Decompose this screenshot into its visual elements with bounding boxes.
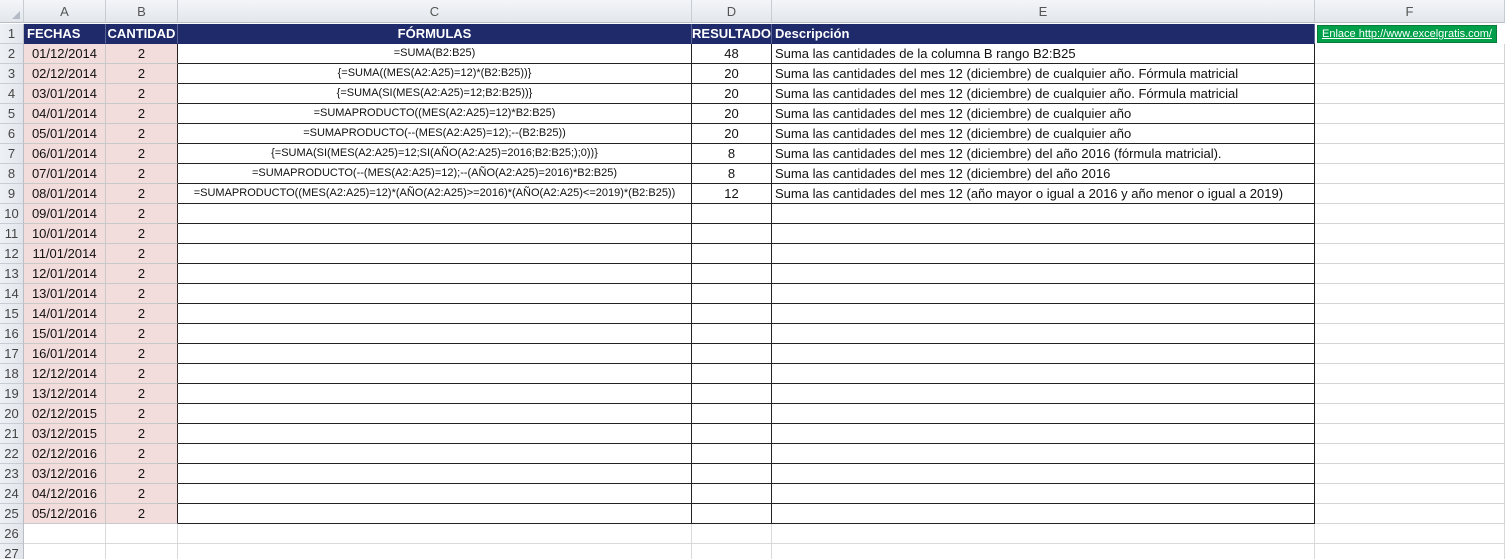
row-header[interactable]: 22 [0,444,24,464]
header-formulas: FÓRMULAS [178,24,692,44]
quantity-cell[interactable]: 2 [106,264,178,284]
table-row [0,264,1505,284]
formula-cell[interactable] [178,464,692,484]
quantity-cell[interactable]: 2 [106,404,178,424]
table-row [0,364,1505,384]
result-cell[interactable] [692,304,772,324]
table-row [0,384,1505,404]
description-cell[interactable] [772,504,1315,524]
quantity-cell[interactable]: 2 [106,124,178,144]
empty-cell[interactable] [1315,484,1505,504]
quantity-cell[interactable]: 2 [106,144,178,164]
empty-cell[interactable] [1315,464,1505,484]
date-cell[interactable]: 08/01/2014 [24,184,106,204]
header-resultado: RESULTADO [692,24,772,44]
quantity-cell[interactable]: 2 [106,464,178,484]
quantity-cell[interactable]: 2 [106,304,178,324]
formula-cell[interactable] [178,384,692,404]
header-descripcion: Descripción [772,24,1315,44]
description-cell[interactable]: Suma las cantidades del mes 12 (diciembre) de cualquier año [772,124,1315,144]
formula-cell[interactable] [178,204,692,224]
date-cell[interactable]: 02/12/2014 [24,64,106,84]
result-cell[interactable] [692,284,772,304]
formula-cell[interactable]: {=SUMA(SI(MES(A2:A25)=12;B2:B25))} [178,84,692,104]
column-header-f[interactable]: F [1315,0,1505,23]
result-cell[interactable] [692,324,772,344]
quantity-cell[interactable]: 2 [106,184,178,204]
description-cell[interactable] [772,444,1315,464]
empty-cell[interactable] [24,544,106,559]
table-row [0,124,1505,144]
row-header[interactable]: 3 [0,64,24,84]
empty-cell[interactable] [1315,264,1505,284]
description-cell[interactable] [772,284,1315,304]
row-header-1[interactable]: 1 [0,24,24,44]
description-cell[interactable] [772,424,1315,444]
empty-cell[interactable] [1315,364,1505,384]
date-cell[interactable]: 12/01/2014 [24,264,106,284]
row-header[interactable]: 9 [0,184,24,204]
date-cell[interactable]: 06/01/2014 [24,144,106,164]
date-cell[interactable]: 02/12/2016 [24,444,106,464]
empty-cell[interactable] [1315,344,1505,364]
description-cell[interactable] [772,364,1315,384]
quantity-cell[interactable]: 2 [106,164,178,184]
description-cell[interactable] [772,384,1315,404]
table-row [0,104,1505,124]
result-cell[interactable]: 20 [692,64,772,84]
empty-cell[interactable] [1315,224,1505,244]
empty-cell[interactable] [1315,384,1505,404]
date-cell[interactable]: 03/12/2016 [24,464,106,484]
row-header[interactable]: 26 [0,524,24,544]
formula-cell[interactable] [178,364,692,384]
description-cell[interactable] [772,304,1315,324]
result-cell[interactable] [692,444,772,464]
description-cell[interactable]: Suma las cantidades del mes 12 (diciembre) de cualquier año. Fórmula matricial [772,84,1315,104]
table-row [0,64,1505,84]
row-header[interactable]: 8 [0,164,24,184]
row-header[interactable]: 15 [0,304,24,324]
description-cell[interactable]: Suma las cantidades de la columna B rango B2:B25 [772,44,1315,64]
table-row [0,344,1505,364]
date-cell[interactable]: 07/01/2014 [24,164,106,184]
result-cell[interactable] [692,204,772,224]
formula-cell[interactable]: =SUMA(B2:B25) [178,44,692,64]
row-header[interactable]: 23 [0,464,24,484]
empty-row [0,524,1505,544]
date-cell[interactable]: 09/01/2014 [24,204,106,224]
date-cell[interactable]: 10/01/2014 [24,224,106,244]
empty-cell[interactable] [178,524,692,544]
row-header[interactable]: 5 [0,104,24,124]
date-cell[interactable]: 04/01/2014 [24,104,106,124]
result-cell[interactable] [692,404,772,424]
date-cell[interactable]: 14/01/2014 [24,304,106,324]
result-cell[interactable] [692,384,772,404]
table-row [0,444,1505,464]
empty-cell[interactable] [106,524,178,544]
quantity-cell[interactable]: 2 [106,44,178,64]
table-row [0,424,1505,444]
empty-cell[interactable] [1315,404,1505,424]
empty-cell[interactable] [1315,544,1505,559]
description-cell[interactable] [772,224,1315,244]
table-row [0,44,1505,64]
formula-cell[interactable]: =SUMAPRODUCTO((MES(A2:A25)=12)*(AÑO(A2:A25)>=2016)*(AÑO(A2:A25)<=2019)*(B2:B25)) [178,184,692,204]
row-header[interactable]: 18 [0,364,24,384]
result-cell[interactable]: 20 [692,124,772,144]
date-cell[interactable]: 11/01/2014 [24,244,106,264]
empty-cell[interactable] [1315,164,1505,184]
quantity-cell[interactable]: 2 [106,324,178,344]
formula-cell[interactable] [178,264,692,284]
empty-cell[interactable] [1315,284,1505,304]
date-cell[interactable]: 03/12/2015 [24,424,106,444]
date-cell[interactable]: 12/12/2014 [24,364,106,384]
empty-cell[interactable] [178,544,692,559]
table-row [0,284,1505,304]
formula-cell[interactable] [178,304,692,324]
quantity-cell[interactable]: 2 [106,504,178,524]
result-cell[interactable] [692,244,772,264]
quantity-cell[interactable]: 2 [106,244,178,264]
description-cell[interactable]: Suma las cantidades del mes 12 (diciembre) de cualquier año [772,104,1315,124]
empty-cell[interactable] [692,544,772,559]
table-row [0,164,1505,184]
empty-cell[interactable] [692,524,772,544]
row-header[interactable]: 6 [0,124,24,144]
empty-cell[interactable] [1315,64,1505,84]
empty-cell[interactable] [1315,104,1505,124]
row-header[interactable]: 17 [0,344,24,364]
result-cell[interactable]: 48 [692,44,772,64]
empty-cell[interactable] [24,524,106,544]
description-cell[interactable] [772,464,1315,484]
quantity-cell[interactable]: 2 [106,84,178,104]
description-cell[interactable] [772,244,1315,264]
empty-cell[interactable] [1315,84,1505,104]
result-cell[interactable] [692,264,772,284]
quantity-cell[interactable]: 2 [106,384,178,404]
empty-row [0,544,1505,559]
row-header[interactable]: 19 [0,384,24,404]
description-cell[interactable] [772,264,1315,284]
empty-cell[interactable] [772,544,1315,559]
formula-cell[interactable]: {=SUMA(SI(MES(A2:A25)=12;SI(AÑO(A2:A25)=2016;B2:B25;);0))} [178,144,692,164]
description-cell[interactable]: Suma las cantidades del mes 12 (año mayor o igual a 2016 y año menor o igual a 2019) [772,184,1315,204]
column-header-c[interactable]: C [178,0,692,23]
table-row [0,244,1505,264]
result-cell[interactable] [692,224,772,244]
column-header-a[interactable]: A [24,0,106,23]
date-cell[interactable]: 05/12/2016 [24,504,106,524]
description-cell[interactable]: Suma las cantidades del mes 12 (diciembre) de cualquier año. Fórmula matricial [772,64,1315,84]
description-cell[interactable] [772,324,1315,344]
formula-cell[interactable] [178,504,692,524]
empty-cell[interactable] [1315,244,1505,264]
empty-cell[interactable] [1315,184,1505,204]
quantity-cell[interactable]: 2 [106,104,178,124]
result-cell[interactable] [692,484,772,504]
formula-cell[interactable] [178,424,692,444]
formula-cell[interactable]: =SUMAPRODUCTO((MES(A2:A25)=12)*B2:B25) [178,104,692,124]
description-cell[interactable] [772,344,1315,364]
formula-cell[interactable] [178,224,692,244]
date-cell[interactable]: 02/12/2015 [24,404,106,424]
row-header[interactable]: 20 [0,404,24,424]
table-row [0,224,1505,244]
quantity-cell[interactable]: 2 [106,364,178,384]
row-header[interactable]: 10 [0,204,24,224]
date-cell[interactable]: 13/12/2014 [24,384,106,404]
table-row [0,504,1505,524]
header-fechas: FECHAS [24,24,106,44]
table-row [0,484,1505,504]
empty-cell[interactable] [1315,324,1505,344]
formula-cell[interactable]: {=SUMA((MES(A2:A25)=12)*(B2:B25))} [178,64,692,84]
quantity-cell[interactable]: 2 [106,484,178,504]
header-cantidad: CANTIDAD [106,24,178,44]
formula-cell[interactable] [178,284,692,304]
empty-cell[interactable] [1315,504,1505,524]
row-header[interactable]: 7 [0,144,24,164]
row-header[interactable]: 27 [0,544,24,559]
formula-cell[interactable] [178,344,692,364]
row-header[interactable]: 14 [0,284,24,304]
formula-cell[interactable]: =SUMAPRODUCTO(--(MES(A2:A25)=12);--(AÑO(A2:A25)=2016)*B2:B25) [178,164,692,184]
date-cell[interactable]: 15/01/2014 [24,324,106,344]
result-cell[interactable] [692,464,772,484]
date-cell[interactable]: 03/01/2014 [24,84,106,104]
select-all-corner[interactable] [0,0,24,23]
date-cell[interactable]: 05/01/2014 [24,124,106,144]
description-cell[interactable]: Suma las cantidades del mes 12 (diciembre) del año 2016 (fórmula matricial). [772,144,1315,164]
quantity-cell[interactable]: 2 [106,444,178,464]
quantity-cell[interactable]: 2 [106,344,178,364]
website-link[interactable]: Enlace http://www.excelgratis.com/ [1317,25,1497,43]
result-cell[interactable] [692,344,772,364]
quantity-cell[interactable]: 2 [106,204,178,224]
quantity-cell[interactable]: 2 [106,224,178,244]
description-cell[interactable]: Suma las cantidades del mes 12 (diciembre) del año 2016 [772,164,1315,184]
empty-cell[interactable] [1315,144,1505,164]
table-row [0,204,1505,224]
row-header[interactable]: 21 [0,424,24,444]
empty-cell[interactable] [1315,44,1505,64]
formula-cell[interactable] [178,444,692,464]
result-cell[interactable]: 12 [692,184,772,204]
empty-cell[interactable] [772,524,1315,544]
table-row [0,184,1505,204]
date-cell[interactable]: 04/12/2016 [24,484,106,504]
table-row [0,304,1505,324]
column-header-e[interactable]: E [772,0,1315,23]
row-header[interactable]: 13 [0,264,24,284]
row-header[interactable]: 25 [0,504,24,524]
row-header[interactable]: 2 [0,44,24,64]
column-header-d[interactable]: D [692,0,772,23]
table-row [0,464,1505,484]
formula-cell[interactable]: =SUMAPRODUCTO(--(MES(A2:A25)=12);--(B2:B25)) [178,124,692,144]
formula-cell[interactable] [178,324,692,344]
description-cell[interactable] [772,484,1315,504]
empty-cell[interactable] [1315,524,1505,544]
empty-cell[interactable] [1315,204,1505,224]
row-header[interactable]: 16 [0,324,24,344]
empty-cell[interactable] [106,544,178,559]
result-cell[interactable] [692,364,772,384]
empty-cell[interactable] [1315,444,1505,464]
result-cell[interactable]: 20 [692,84,772,104]
row-header[interactable]: 12 [0,244,24,264]
description-cell[interactable] [772,204,1315,224]
formula-cell[interactable] [178,404,692,424]
empty-cell[interactable] [1315,304,1505,324]
description-cell[interactable] [772,404,1315,424]
header-row [0,24,1505,44]
result-cell[interactable]: 8 [692,144,772,164]
date-cell[interactable]: 01/12/2014 [24,44,106,64]
quantity-cell[interactable]: 2 [106,284,178,304]
table-row [0,324,1505,344]
column-header-b[interactable]: B [106,0,178,23]
formula-cell[interactable] [178,484,692,504]
row-header[interactable]: 24 [0,484,24,504]
empty-cell[interactable] [1315,424,1505,444]
quantity-cell[interactable]: 2 [106,424,178,444]
row-header[interactable]: 11 [0,224,24,244]
table-row [0,144,1505,164]
empty-cell[interactable] [1315,124,1505,144]
formula-cell[interactable] [178,244,692,264]
row-header[interactable]: 4 [0,84,24,104]
date-cell[interactable]: 13/01/2014 [24,284,106,304]
table-row [0,84,1505,104]
quantity-cell[interactable]: 2 [106,64,178,84]
result-cell[interactable] [692,424,772,444]
result-cell[interactable]: 8 [692,164,772,184]
table-row [0,404,1505,424]
date-cell[interactable]: 16/01/2014 [24,344,106,364]
result-cell[interactable]: 20 [692,104,772,124]
result-cell[interactable] [692,504,772,524]
